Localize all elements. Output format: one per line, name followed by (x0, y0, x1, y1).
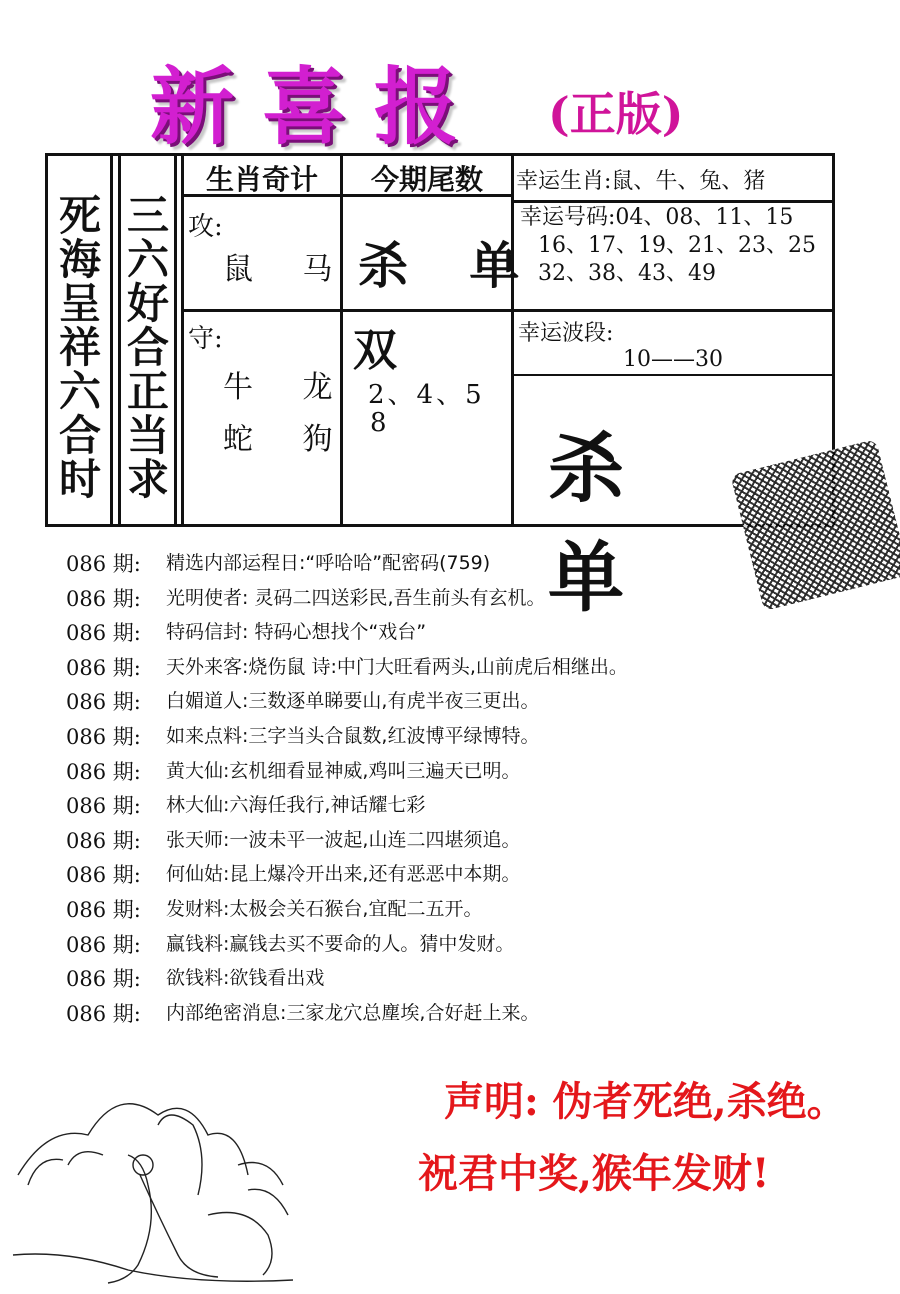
lucky-numbers-line3: 32、38、43、49 (538, 261, 716, 286)
sketch-figure-icon (8, 1065, 298, 1290)
lucky-wave-label: 幸运波段: (518, 321, 614, 346)
list-item: 086 期: 欲钱料:欲钱看出戏 (66, 967, 325, 992)
list-item: 086 期: 如来点料:三字当头合鼠数,红波博平绿博特。 (66, 724, 540, 749)
header-zodiac-plan: 生肖奇计 (205, 163, 318, 196)
double-numbers-line1: 2、4、5 (368, 380, 485, 410)
list-item: 086 期: 精选内部运程日:“呼哈哈”配密码(759) (66, 552, 491, 576)
attack-value: 鼠 马 (223, 252, 353, 287)
list-item: 086 期: 内部绝密消息:三家龙穴总塵埃,合好赶上来。 (66, 1001, 540, 1026)
attack-label: 攻: (188, 212, 223, 242)
lucky-zodiac: 幸运生肖:鼠、牛、兔、猪 (516, 169, 766, 194)
list-item: 086 期: 特码信封: 特码心想找个“戏台” (66, 621, 427, 646)
defend-line1: 牛 龙 (223, 370, 353, 405)
page-title: 新喜报 (150, 57, 487, 156)
double-label: 双 (353, 325, 397, 376)
tail-kill-single: 杀 单 (358, 236, 542, 295)
big-kill-single: 杀 单 (548, 424, 664, 622)
list-item: 086 期: 林大仙:六海任我行,神话耀七彩 (66, 794, 426, 819)
list-item: 086 期: 张天师:一波未平一波起,山连二四堪须追。 (66, 828, 521, 853)
list-item: 086 期: 赢钱料:赢钱去买不要命的人。猜中发财。 (66, 932, 515, 957)
list-item: 086 期: 光明使者: 灵码二四送彩民,吾生前头有玄机。 (66, 586, 546, 611)
double-numbers-line2: 8 (370, 408, 387, 438)
verse-left: 死海呈祥六合时 (58, 191, 101, 504)
lucky-numbers-line2: 16、17、19、21、23、25 (538, 233, 816, 258)
defend-label: 守: (188, 324, 223, 354)
list-item: 086 期: 天外来客:烧伤鼠 诗:中门大旺看两头,山前虎后相继出。 (66, 655, 628, 680)
blessing-text: 祝君中奖,猴年发财! (418, 1150, 770, 1197)
statement-text: 声明: 伪者死绝,杀绝。 (444, 1078, 847, 1125)
list-item: 086 期: 何仙姑:昆上爆冷开出来,还有恶恶中本期。 (66, 863, 521, 888)
entries-list (66, 548, 866, 1032)
lucky-wave-value: 10——30 (623, 347, 723, 372)
verse-right: 三六好合正当求 (126, 191, 169, 504)
edition-label: (正版) (548, 87, 684, 141)
defend-line2: 蛇 狗 (223, 422, 353, 457)
list-item: 086 期: 白媚道人:三数逐单睇要山,有虎半夜三更出。 (66, 690, 540, 715)
list-item: 086 期: 黄大仙:玄机细看显神威,鸡叫三遍天已明。 (66, 759, 521, 784)
list-item: 086 期: 发财料:太极会关石猴台,宜配二五开。 (66, 897, 483, 922)
header-tail-number: 今期尾数 (370, 163, 483, 196)
lucky-numbers-label: 幸运号码:04、08、11、15 (520, 205, 794, 230)
